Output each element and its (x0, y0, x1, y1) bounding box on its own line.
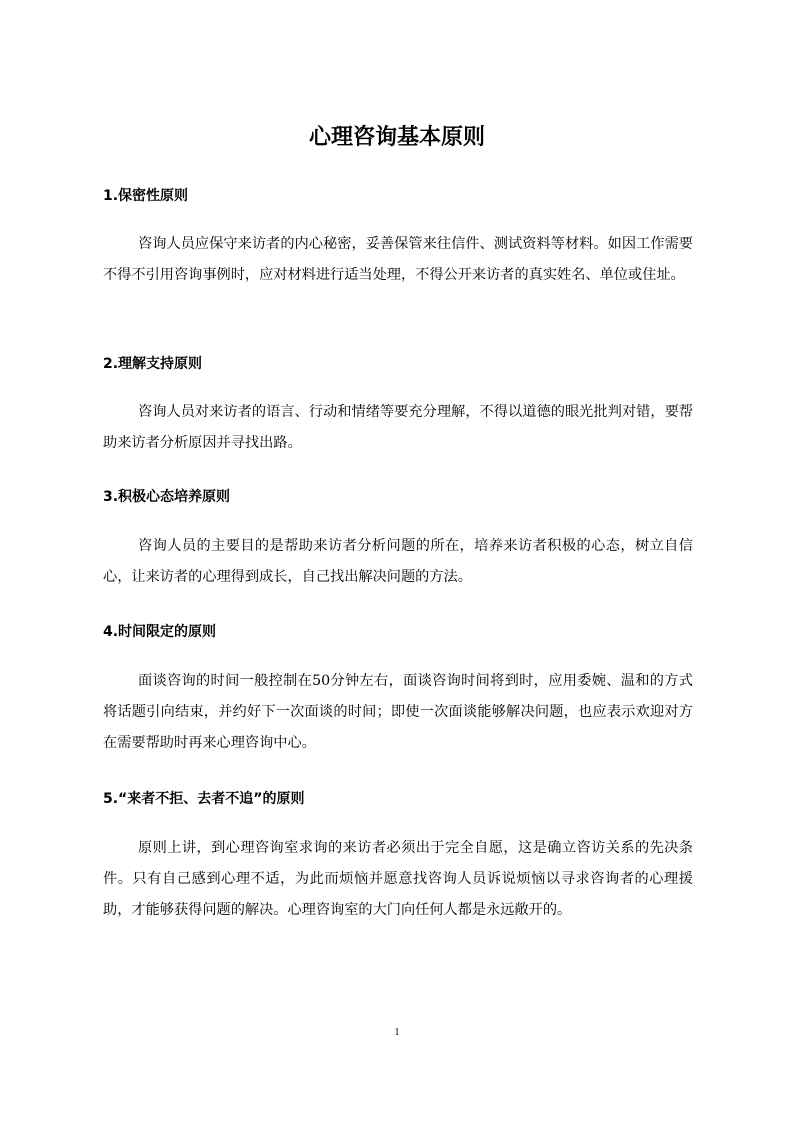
section-3-body: 咨询人员的主要目的是帮助来访者分析问题的所在，培养来访者积极的心态，树立自信心，让来访者的心理得到成长，自己找出解决问题的方法。 (103, 538, 693, 585)
section-1-heading: 1.保密性原则 (103, 188, 189, 204)
section-4-heading: 4.时间限定的原则 (103, 624, 217, 640)
section-2-heading: 2.理解支持原则 (103, 356, 203, 372)
section-1-body: 咨询人员应保守来访者的内心秘密，妥善保管来往信件、测试资料等材料。如因工作需要不得不引用咨询事例时，应对材料进行适当处理，不得公开来访者的真实姓名、单位或住址。 (103, 236, 693, 283)
section-2-body: 咨询人员对来访者的语言、行动和情绪等要充分理解，不得以道德的眼光批判对错，要帮助来访者分析原因并寻找出路。 (103, 404, 693, 451)
document-title: 心理咨询基本原则 (308, 125, 485, 150)
page-number: 1 (394, 1027, 400, 1038)
section-3-heading: 3.积极心态培养原则 (103, 489, 231, 505)
section-4-body: 面谈咨询的时间一般控制在50分钟左右，面谈咨询时间将到时，应用委婉、温和的方式将话题引向结束，并约好下一次面谈的时间；即使一次面谈能够解决问题，也应表示欢迎对方在需要帮助时再来心理咨询中心。 (103, 673, 693, 751)
section-5-body: 原则上讲，到心理咨询室求询的来访者必须出于完全自愿，这是确立咨访关系的先决条件。只有自己感到心理不适，为此而烦恼并愿意找咨询人员诉说烦恼以寻求咨询者的心理援助，才能够获得问题的解决。心理咨询室的大门向任何人都是永远敞开的。 (103, 840, 693, 918)
section-5-heading: 5.“来者不拒、去者不追”的原则 (103, 791, 305, 807)
